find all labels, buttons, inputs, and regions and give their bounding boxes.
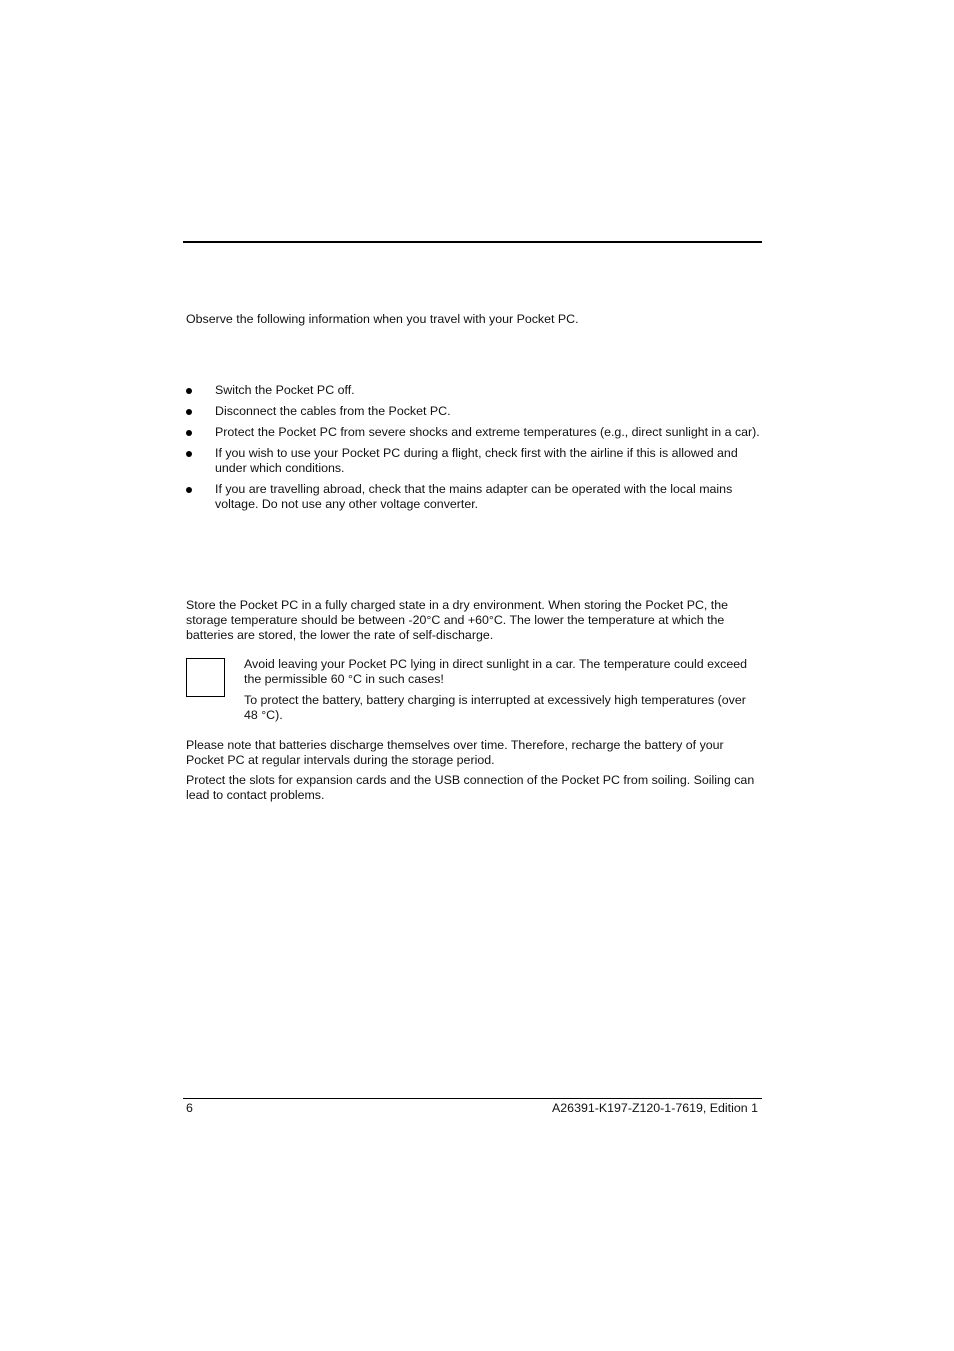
bullet-icon [186, 451, 192, 457]
list-item [186, 446, 761, 476]
discharge-paragraph: Please note that batteries discharge themselves over time. Therefore, recharge the battery of your Pocket PC at regular intervals during the storage period. [186, 738, 724, 767]
bullet-icon [186, 409, 192, 415]
page-number: 6 [186, 1101, 193, 1115]
list-item-text: Protect the Pocket PC from severe shocks and extreme temperatures (e.g., direct sunlight in a car). [215, 425, 760, 439]
note-icon [186, 658, 225, 697]
protect-paragraph: Protect the slots for expansion cards and the USB connection of the Pocket PC from soiling. Soiling can lead to contact problems. [186, 773, 755, 802]
list-item [186, 383, 761, 398]
note-text-sunlight: Avoid leaving your Pocket PC lying in direct sunlight in a car. The temperature could exceed the permissible 60 °C in such cases! [244, 657, 748, 686]
note-text-charging: To protect the battery, battery charging is interrupted at excessively high temperatures (over 48 °C). [244, 693, 746, 722]
list-item-text: Disconnect the cables from the Pocket PC. [215, 404, 451, 418]
bullet-icon [186, 487, 192, 493]
bullet-icon [186, 430, 192, 436]
footer-rule [183, 1098, 762, 1099]
document-id: A26391-K197-Z120-1-7619, Edition 1 [552, 1101, 758, 1115]
list-item [186, 425, 761, 440]
storage-paragraph: Store the Pocket PC in a fully charged state in a dry environment. When storing the Pocket PC, the storage temperature should be between -20°C and +60°C. The lower the temperature at which the batteries are stored, the lower the rate of self-discharge. [186, 598, 729, 642]
list-item [186, 404, 761, 419]
list-item-text: If you wish to use your Pocket PC during a flight, check first with the airline if this is allowed and under which conditions. [215, 446, 738, 475]
list-item-text: If you are travelling abroad, check that the mains adapter can be operated with the local mains voltage. Do not use any other voltage converter. [215, 482, 733, 511]
intro-paragraph: Observe the following information when you travel with your Pocket PC. [186, 312, 579, 326]
list-item-text: Switch the Pocket PC off. [215, 383, 355, 397]
list-item [186, 482, 761, 512]
travel-checklist [186, 383, 761, 518]
bullet-icon [186, 388, 192, 394]
header-rule [183, 241, 762, 243]
